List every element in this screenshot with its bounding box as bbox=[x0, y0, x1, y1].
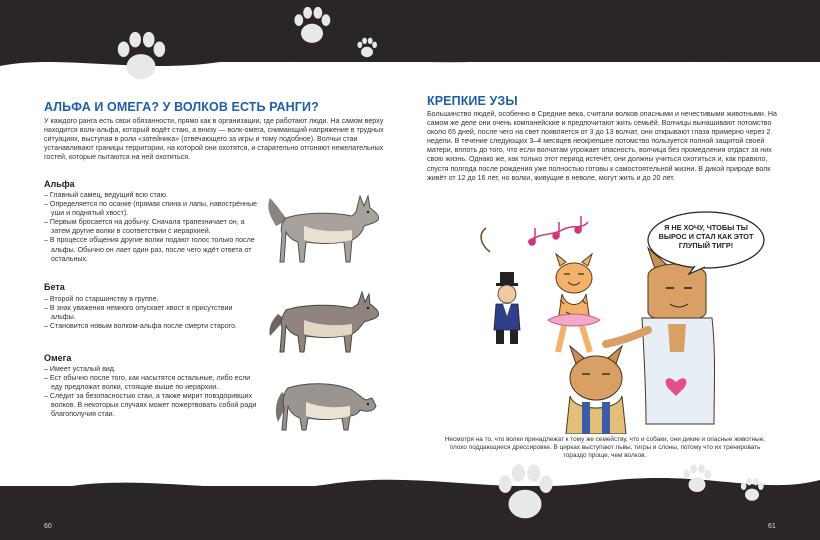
alpha-wolf-illustration bbox=[264, 186, 384, 270]
list-item: – Главный самец, ведущий всю стаю. bbox=[44, 191, 258, 200]
paw-print-icon bbox=[680, 462, 714, 496]
beta-title: Бета bbox=[44, 282, 65, 292]
list-item: – Второй по старшинству в группе. bbox=[44, 295, 258, 304]
page-number: 61 bbox=[768, 523, 776, 530]
list-item: – В знак уважения немного опускает хвост в присутствии альфы. bbox=[44, 304, 258, 322]
list-item: – Следит за безопасностью стаи, а также мирит повздоривших волков. В некоторых случаях может пожертвовать собой ради благополучия стаи. bbox=[44, 392, 258, 419]
paw-print-icon bbox=[112, 28, 170, 86]
omega-list bbox=[44, 365, 258, 420]
speech-bubble-text: Я НЕ ХОЧУ, ЧТОБЫ ТЫ ВЫРОС И СТАЛ КАК ЭТОТ ГЛУПЫЙ ТИГР! bbox=[658, 223, 754, 250]
omega-title: Омега bbox=[44, 353, 72, 363]
list-item: – Определяется по осанке (прямая спина и лапы, навострённые уши и поднятый хвост). bbox=[44, 200, 258, 218]
left-page-heading: АЛЬФА И ОМЕГА? У ВОЛКОВ ЕСТЬ РАНГИ? bbox=[44, 100, 319, 114]
list-item: – Первым бросается на добычу. Сначала трапезничает он, а затем другие волки в соответствии с иерархией. bbox=[44, 218, 258, 236]
illustration-caption: Несмотря на то, что волки принадлежат к тому же семейству, что и собаки, они дикие и опасные животные, плохо поддающиеся дрессировке. В цирках выступают львы, тигры и слоны, потому что их тренировать гораздо проще, чем волков. bbox=[444, 436, 766, 460]
beta-list bbox=[44, 295, 258, 331]
page-number: 60 bbox=[44, 523, 52, 530]
list-item: – Имеет усталый вид. bbox=[44, 365, 258, 374]
paw-print-icon bbox=[738, 476, 766, 504]
omega-wolf-illustration bbox=[266, 360, 382, 432]
right-page-heading: КРЕПКИЕ УЗЫ bbox=[427, 94, 518, 108]
paw-print-icon bbox=[492, 460, 558, 526]
right-page-body: Большинство людей, особенно в Средние века, считали волков опасными и нечестивыми животными. На самом же деле они очень компанейские и предпочитают жить семьёй. Волчицы вынашивают потомство около 65 дней, после чего на свет появляется от 3 до 13 волчат, они открывают глаза примерно через 2 недели. В течение следующих 3–4 месяцев неокрепшее потомство пользуется полной защитой своей матери, вплоть до того, что если волчатам угрожает опасность, волчица без промедления отдаст за них свою жизнь. Однако же, как только этот период истечёт, они должны учиться охотиться и, как правило, спустя полгода после рождения уже полностью готовы к самостоятельной жизни. В дикой природе волк живёт от 12 до 16 лет, но волки, живущие в неволе, могут жить и до 20 лет. bbox=[427, 110, 777, 182]
list-item: – Становится новым волком-альфа после смерти старого. bbox=[44, 322, 258, 331]
paw-print-icon bbox=[290, 4, 334, 48]
left-page-intro: У каждого ранга есть свои обязанности, прямо как в организации, где работают люди. На самом верху находится волк-альфа, который водёт стаю, а внизу — волк-омега, снимающий напряжение в трудных ситуациях, выступая в роли «затейника» (отвечающего за игры и тому подобное). Волчьи стаи устанавливают границы территории, на которой они охотятся, и старательно отгоняют нежелательных гостей, которые пытаются на ней охотиться. bbox=[44, 117, 384, 162]
paw-print-icon bbox=[355, 36, 379, 60]
list-item: – В процессе общения другие волки подают голос только после альфы. Обычно он лает один раз, после чего ждёт ответа от остальных. bbox=[44, 236, 258, 263]
alpha-list bbox=[44, 191, 258, 264]
beta-wolf-illustration bbox=[264, 280, 384, 360]
alpha-title: Альфа bbox=[44, 179, 75, 189]
list-item: – Ест обычно после того, как насытятся остальные, либо если еду предложат волки, стоящие выше по иерархии. bbox=[44, 374, 258, 392]
